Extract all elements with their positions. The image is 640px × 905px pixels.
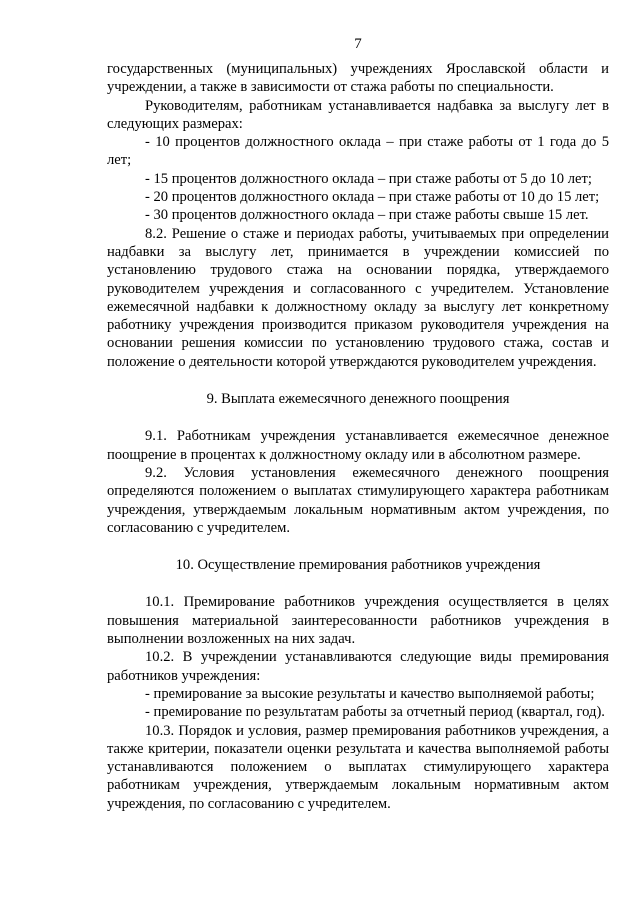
paragraph: 9.1. Работникам учреждения устанавливается ежемесячное денежное поощрение в процентах к должностному окладу или в абсолютном размере. <box>107 428 609 463</box>
paragraph: 10.2. В учреждении устанавливаются следующие виды премирования работников учреждения: <box>107 649 609 684</box>
list-item: - 10 процентов должностного оклада – при стаже работы от 1 года до 5 лет; <box>107 134 609 169</box>
paragraph: Руководителям, работникам устанавливается надбавка за выслугу лет в следующих размерах: <box>107 97 609 132</box>
document-body <box>107 60 609 813</box>
list-item: - премирование по результатам работы за отчетный период (квартал, год). <box>145 704 605 721</box>
list-item: - 15 процентов должностного оклада – при стаже работы от 5 до 10 лет; <box>145 170 592 187</box>
page-number: 7 <box>354 36 362 52</box>
list-item: - премирование за высокие результаты и качество выполняемой работы; <box>145 685 595 702</box>
paragraph: 8.2. Решение о стаже и периодах работы, учитываемых при определении надбавки за выслугу лет, принимается в учреждении комиссией по установлению трудового стажа на основании порядка, утверждаемого руководителем учреждения и согласованного с учредителем. Установление ежемесячной надбавки к должностному окладу за выслугу лет конкретному работнику учреждения производится приказом руководителя учреждения на основании решения комиссии по установлению трудового стажа, состав и положение о деятельности которой утверждаются руководителем учреждения. <box>107 225 609 370</box>
list-item: - 30 процентов должностного оклада – при стаже работы свыше 15 лет. <box>145 207 589 224</box>
paragraph: государственных (муниципальных) учреждениях Ярославской области и учреждении, а также в зависимости от стажа работы по специальности. <box>107 61 609 96</box>
paragraph: 9.2. Условия установления ежемесячного денежного поощрения определяются положением о выплатах стимулирующего характера работникам учреждения, утверждаемым локальным нормативным актом учреждения, по согласованию с учредителем. <box>107 464 609 536</box>
section-heading: 10. Осуществление премирования работников учреждения <box>175 557 541 574</box>
paragraph: 10.1. Премирование работников учреждения осуществляется в целях повышения материальной заинтересованности работников учреждения в выполнении возложенных на них задач. <box>107 594 609 648</box>
section-heading: 9. Выплата ежемесячного денежного поощрения <box>206 391 510 408</box>
paragraph: 10.3. Порядок и условия, размер премирования работников учреждения, а также критерии, показатели оценки результата и качества выполняемой работы устанавливаются положением о выплатах стимулирующего характера работникам учреждения, утверждаемым локальным нормативным актом учреждения, по согласованию с учредителем. <box>107 722 609 812</box>
list-item: - 20 процентов должностного оклада – при стаже работы от 10 до 15 лет; <box>145 189 600 206</box>
